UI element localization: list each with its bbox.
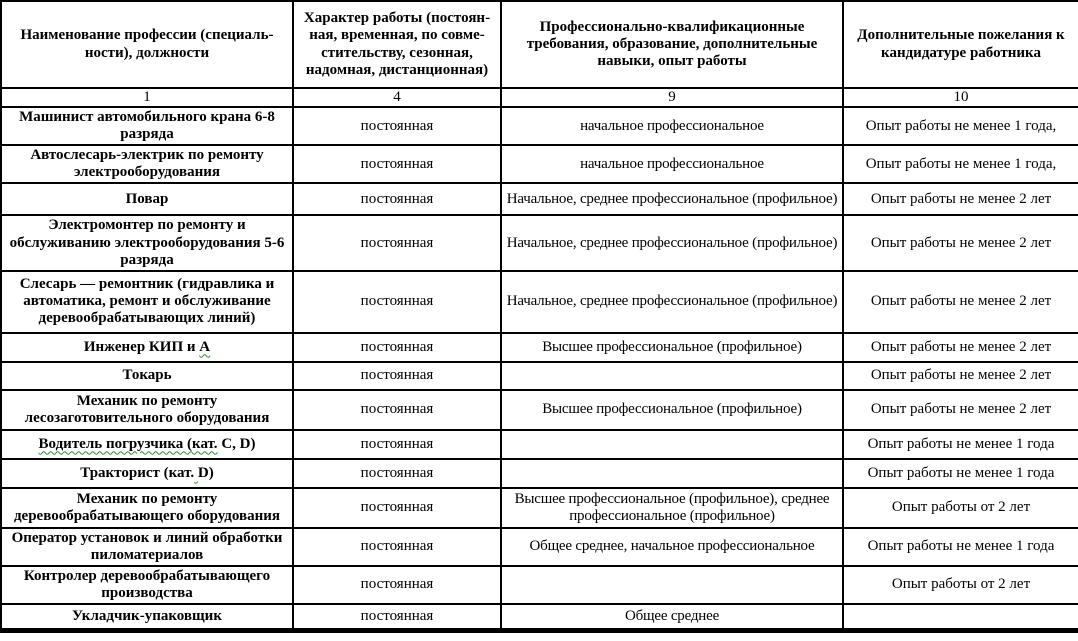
preferences-cell: Опыт работы не менее 2 лет bbox=[843, 271, 1078, 333]
column-number-9: 9 bbox=[501, 88, 843, 107]
preferences-cell: Опыт работы не менее 2 лет bbox=[843, 390, 1078, 430]
requirements-cell: Начальное, среднее профессиональное (профильное) bbox=[501, 215, 843, 270]
profession-cell bbox=[1, 362, 293, 390]
work-type-cell: постоянная bbox=[293, 362, 501, 390]
profession-text: Механик по ремонту деревообрабатывающего оборудования bbox=[13, 490, 281, 524]
header-preferences: Дополнительные пожелания к кандидатуре работника bbox=[843, 1, 1078, 88]
profession-text: Токарь bbox=[122, 367, 172, 384]
spellcheck-wavy-underline: Водитель погрузчика (кат. bbox=[38, 435, 218, 452]
requirements-cell: начальное профессиональное bbox=[501, 145, 843, 183]
profession-text: Оператор установок и линий обработки пиломатериалов bbox=[11, 529, 283, 563]
requirements-cell: Начальное, среднее профессиональное (профильное) bbox=[501, 183, 843, 215]
work-type-cell: постоянная bbox=[293, 390, 501, 430]
work-type-cell: постоянная bbox=[293, 604, 501, 630]
header-profession: Наименование профессии (специаль-ности), должности bbox=[1, 1, 293, 88]
header-work-type: Характер работы (постоян-ная, временная, по совме-стительству, сезонная, надомная, дистанционная) bbox=[293, 1, 501, 88]
profession-text: Контролер деревообрабатывающего производства bbox=[23, 567, 271, 602]
profession-cell bbox=[1, 566, 293, 604]
table-row bbox=[1, 390, 1078, 430]
preferences-cell: Опыт работы не менее 1 года bbox=[843, 528, 1078, 566]
preferences-cell: Опыт работы не менее 1 года bbox=[843, 430, 1078, 459]
profession-cell bbox=[1, 183, 293, 215]
profession-cell bbox=[1, 145, 293, 183]
table-row bbox=[1, 362, 1078, 390]
table-row bbox=[1, 215, 1078, 270]
profession-text: Укладчик-упаковщик bbox=[72, 607, 222, 624]
requirements-cell: Высшее профессиональное (профильное) bbox=[501, 390, 843, 430]
profession-cell bbox=[1, 390, 293, 430]
profession-cell bbox=[1, 333, 293, 362]
profession-text: Электромонтер по ремонту и обслуживанию электрооборудования 5-6 разряда bbox=[9, 217, 285, 268]
header-requirements: Профессионально-квалификационные требования, образование, дополнительные навыки, опыт работы bbox=[501, 1, 843, 88]
profession-text: Тракторист (кат. bbox=[80, 464, 195, 481]
column-number-1: 1 bbox=[1, 88, 293, 107]
profession-cell bbox=[1, 459, 293, 488]
table-row bbox=[1, 183, 1078, 215]
work-type-cell: постоянная bbox=[293, 459, 501, 488]
requirements-cell: Общее среднее, начальное профессиональное bbox=[501, 528, 843, 566]
column-number-10: 10 bbox=[843, 88, 1078, 107]
profession-text: Автослесарь-электрик по ремонту электрооборудования bbox=[30, 147, 264, 181]
profession-text: Машинист автомобильного крана 6-8 разряда bbox=[19, 109, 275, 143]
preferences-cell: Опыт работы не менее 1 года, bbox=[843, 145, 1078, 183]
column-numbers-row bbox=[1, 88, 1078, 107]
table-row bbox=[1, 430, 1078, 459]
requirements-cell: Высшее профессиональное (профильное) bbox=[501, 333, 843, 362]
table-row bbox=[1, 459, 1078, 488]
preferences-cell: Опыт работы не менее 2 лет bbox=[843, 215, 1078, 270]
profession-cell bbox=[1, 215, 293, 270]
work-type-cell: постоянная bbox=[293, 183, 501, 215]
column-number-4: 4 bbox=[293, 88, 501, 107]
work-type-cell: постоянная bbox=[293, 145, 501, 183]
work-type-cell: постоянная bbox=[293, 107, 501, 145]
preferences-cell: Опыт работы не менее 1 года, bbox=[843, 107, 1078, 145]
table-row bbox=[1, 566, 1078, 604]
profession-cell bbox=[1, 107, 293, 145]
header-row bbox=[1, 1, 1078, 88]
requirements-cell bbox=[501, 459, 843, 488]
work-type-cell: постоянная bbox=[293, 566, 501, 604]
preferences-cell: Опыт работы от 2 лет bbox=[843, 566, 1078, 604]
table-row bbox=[1, 107, 1078, 145]
table-row bbox=[1, 488, 1078, 528]
preferences-cell: Опыт работы не менее 2 лет bbox=[843, 362, 1078, 390]
profession-text: Инженер КИП и bbox=[83, 338, 200, 355]
table-header bbox=[1, 1, 1078, 107]
profession-cell bbox=[1, 430, 293, 459]
requirements-cell: Общее среднее bbox=[501, 604, 843, 630]
work-type-cell: постоянная bbox=[293, 215, 501, 270]
table-row bbox=[1, 333, 1078, 362]
preferences-cell: Опыт работы от 2 лет bbox=[843, 488, 1078, 528]
table-row bbox=[1, 145, 1078, 183]
spellcheck-wavy-underline: А bbox=[199, 338, 211, 355]
requirements-cell: начальное профессиональное bbox=[501, 107, 843, 145]
work-type-cell: постоянная bbox=[293, 430, 501, 459]
table-row bbox=[1, 528, 1078, 566]
profession-text: Слесарь — ремонтник (гидравлика и автоматика, ремонт и обслуживание деревообрабатывающих линий) bbox=[19, 276, 275, 327]
profession-text: Механик по ремонту лесозаготовительного оборудования bbox=[24, 392, 270, 426]
requirements-cell: Высшее профессиональное (профильное), среднее профессиональное (профильное) bbox=[501, 488, 843, 528]
table-body bbox=[1, 107, 1078, 630]
table-row bbox=[1, 604, 1078, 630]
preferences-cell: Опыт работы не менее 2 лет bbox=[843, 183, 1078, 215]
profession-text: Повар bbox=[125, 190, 169, 207]
requirements-cell bbox=[501, 362, 843, 390]
preferences-cell: Опыт работы не менее 2 лет bbox=[843, 333, 1078, 362]
profession-cell bbox=[1, 488, 293, 528]
requirements-cell bbox=[501, 566, 843, 604]
work-type-cell: постоянная bbox=[293, 271, 501, 333]
profession-cell bbox=[1, 604, 293, 630]
profession-cell bbox=[1, 528, 293, 566]
work-type-cell: постоянная bbox=[293, 488, 501, 528]
requirements-cell: Начальное, среднее профессиональное (профильное) bbox=[501, 271, 843, 333]
work-type-cell: постоянная bbox=[293, 528, 501, 566]
profession-cell bbox=[1, 271, 293, 333]
requirements-cell bbox=[501, 430, 843, 459]
profession-text: D) bbox=[197, 464, 214, 481]
table-row bbox=[1, 271, 1078, 333]
preferences-cell: Опыт работы не менее 1 года bbox=[843, 459, 1078, 488]
profession-text: C, D) bbox=[217, 435, 256, 452]
preferences-cell bbox=[843, 604, 1078, 630]
work-type-cell: постоянная bbox=[293, 333, 501, 362]
